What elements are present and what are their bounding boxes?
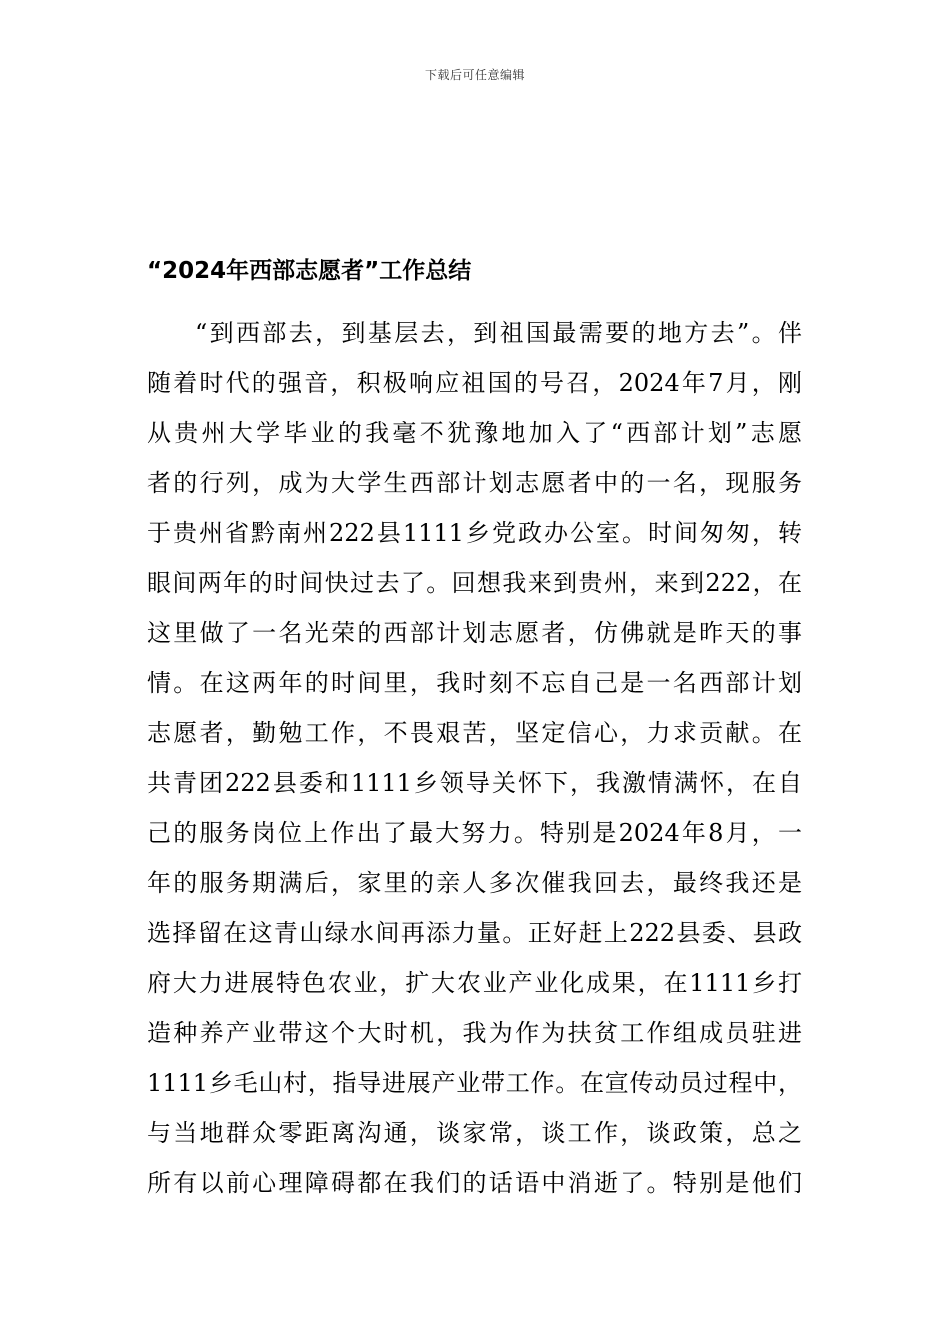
body-line-3: 从贵州大学毕业的我毫不犹豫地加入了“西部计划”志愿 xyxy=(147,419,802,447)
body-line-10: 共青团222县委和1111乡领导关怀下，我激情满怀，在自 xyxy=(147,769,802,797)
body-line-4: 者的行列，成为大学生西部计划志愿者中的一名，现服务 xyxy=(147,469,802,497)
body-line-8: 情。在这两年的时间里，我时刻不忘自己是一名西部计划 xyxy=(147,669,802,697)
body-line-6: 眼间两年的时间快过去了。回想我来到贵州，来到222，在 xyxy=(147,569,802,597)
body-line-13: 选择留在这青山绿水间再添力量。正好赶上222县委、县政 xyxy=(147,919,802,947)
body-line-7: 这里做了一名光荣的西部计划志愿者，仿佛就是昨天的事 xyxy=(147,619,802,647)
body-line-1: “到西部去，到基层去，到祖国最需要的地方去”。伴 xyxy=(195,319,802,347)
body-line-16: 1111乡毛山村，指导进展产业带工作。在宣传动员过程中， xyxy=(147,1069,802,1097)
body-line-15: 造种养产业带这个大时机，我为作为扶贫工作组成员驻进 xyxy=(147,1019,802,1047)
body-line-9: 志愿者，勤勉工作，不畏艰苦，坚定信心，力求贡献。在 xyxy=(147,719,802,747)
body-line-18: 所有以前心理障碍都在我们的话语中消逝了。特别是他们 xyxy=(147,1169,802,1197)
document-title: “2024年西部志愿者”工作总结 xyxy=(147,258,472,284)
body-line-2: 随着时代的强音，积极响应祖国的号召，2024年7月，刚 xyxy=(147,369,802,397)
body-line-11: 己的服务岗位上作出了最大努力。特别是2024年8月，一 xyxy=(147,819,802,847)
page-header-note: 下载后可任意编辑 xyxy=(424,68,525,82)
body-line-17: 与当地群众零距离沟通，谈家常，谈工作，谈政策，总之 xyxy=(147,1119,802,1147)
body-line-14: 府大力进展特色农业，扩大农业产业化成果，在1111乡打 xyxy=(147,969,802,997)
body-line-12: 年的服务期满后，家里的亲人多次催我回去，最终我还是 xyxy=(147,869,802,897)
body-line-5: 于贵州省黔南州222县1111乡党政办公室。时间匆匆，转 xyxy=(147,519,802,547)
